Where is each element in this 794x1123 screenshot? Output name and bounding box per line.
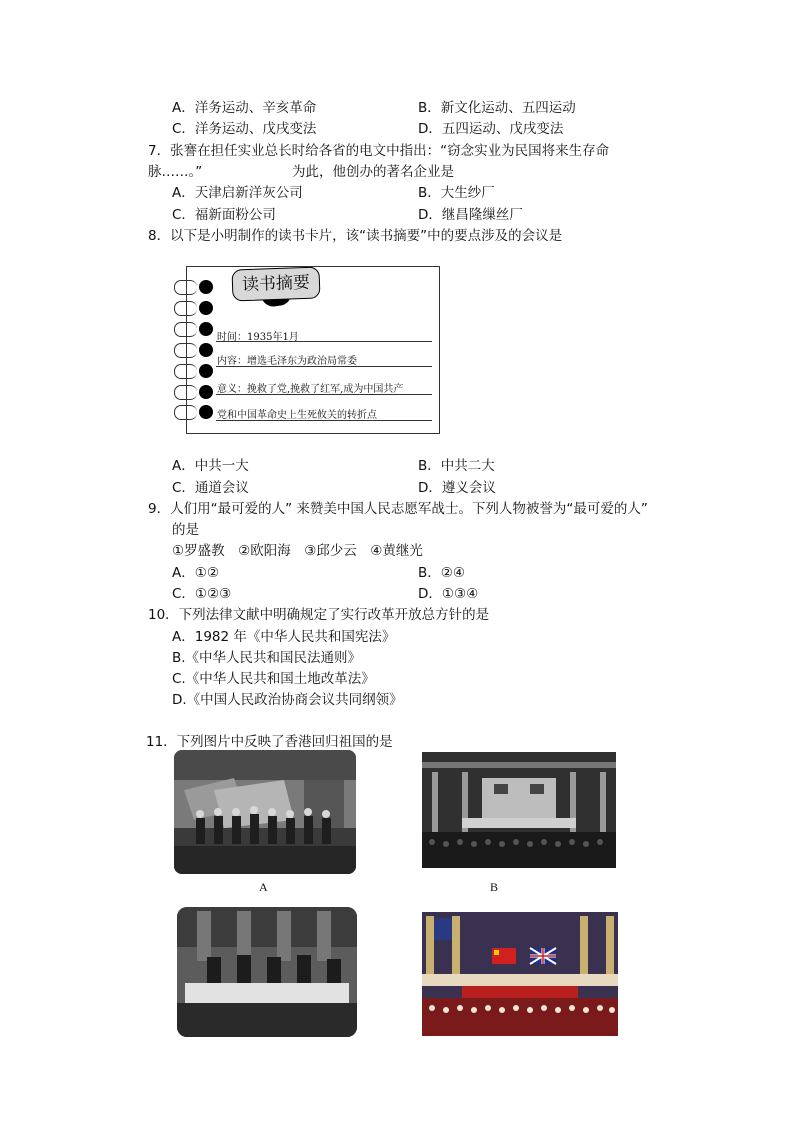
q9-option-b: B．②④	[418, 565, 465, 581]
q7-stem-line2a: 脉……。”	[148, 164, 203, 180]
card-hole-7	[199, 405, 213, 419]
card-ring-3	[174, 322, 197, 337]
card-time: 时间：1935年1月	[217, 332, 299, 343]
q11-stem: 11．下列图片中反映了香港回归祖国的是	[146, 734, 393, 750]
card-ring-1	[174, 280, 197, 295]
q8-option-c: C．通道会议	[172, 480, 249, 496]
q9-option-c: C．①②③	[172, 586, 232, 602]
q10-option-d: D.《中国人民政治协商会议共同纲领》	[172, 692, 403, 708]
photo-b-caption: B	[490, 880, 499, 894]
card-ring-6	[174, 385, 197, 400]
card-ring-7	[174, 405, 197, 420]
card-ring-5	[174, 364, 197, 379]
q7-option-c: C．福新面粉公司	[172, 207, 276, 223]
card-title: 读书摘要	[231, 266, 320, 301]
photo-c	[177, 907, 357, 1037]
card-ring-2	[174, 301, 197, 316]
card-content: 内容：增选毛泽东为政治局常委	[217, 356, 357, 367]
q9-option-d: D．①③④	[418, 586, 479, 602]
card-meaning-2: 党和中国革命史上生死攸关的转折点	[217, 410, 377, 421]
card-ring-4	[174, 343, 197, 358]
q8-option-d: D．遵义会议	[418, 480, 496, 496]
q7-option-d: D．继昌隆缫丝厂	[418, 207, 523, 223]
photo-a	[174, 750, 356, 874]
card-hole-5	[199, 364, 213, 378]
q10-stem: 10．下列法律文献中明确规定了实行改革开放总方针的是	[148, 607, 490, 623]
card-hole-2	[199, 301, 213, 315]
card-rule-1	[216, 341, 432, 342]
q8-option-b: B．中共二大	[418, 458, 495, 474]
card-rule-4	[216, 420, 432, 421]
q9-option-a: A．①②	[172, 565, 219, 581]
card-hole-3	[199, 322, 213, 336]
q10-option-c: C.《中华人民共和国土地改革法》	[172, 671, 375, 687]
card-hole-4	[199, 343, 213, 357]
card-hole-1	[199, 280, 213, 294]
q7-option-b: B．大生纱厂	[418, 185, 495, 201]
q9-people-list: ①罗盛教 ②欧阳海 ③邱少云 ④黄继光	[172, 543, 423, 559]
q6-option-b: B．新文化运动、五四运动	[418, 100, 576, 116]
q7-option-a: A．天津启新洋灰公司	[172, 185, 303, 201]
q10-option-a: A．1982 年《中华人民共和国宪法》	[172, 629, 396, 645]
q9-stem-line2: 的是	[172, 522, 199, 538]
card-hole-6	[199, 385, 213, 399]
photo-a-caption: A	[259, 880, 268, 894]
q6-option-a: A．洋务运动、辛亥革命	[172, 100, 317, 116]
q9-stem-line1: 9．人们用“最可爱的人” 来赞美中国人民志愿军战士。下列人物被誉为“最可爱的人”	[148, 501, 648, 517]
card-rule-2	[216, 366, 432, 367]
q8-stem: 8．以下是小明制作的读书卡片，该“读书摘要”中的要点涉及的会议是	[148, 228, 563, 244]
q10-option-b: B.《中华人民共和国民法通则》	[172, 650, 362, 666]
q7-stem-line2b: 为此，他创办的著名企业是	[292, 164, 454, 180]
q7-stem-line1: 7．张謇在担任实业总长时给各省的电文中指出：“窃念实业为民国将来生存命	[148, 143, 610, 159]
photo-b	[422, 752, 616, 868]
card-meaning: 意义：挽救了党,挽救了红军,成为中国共产	[217, 384, 404, 395]
card-rule-3	[216, 394, 432, 395]
q6-option-c: C．洋务运动、戊戌变法	[172, 121, 317, 137]
q6-option-d: D．五四运动、戊戌变法	[418, 121, 564, 137]
q8-option-a: A．中共一大	[172, 458, 249, 474]
photo-d	[422, 912, 618, 1036]
